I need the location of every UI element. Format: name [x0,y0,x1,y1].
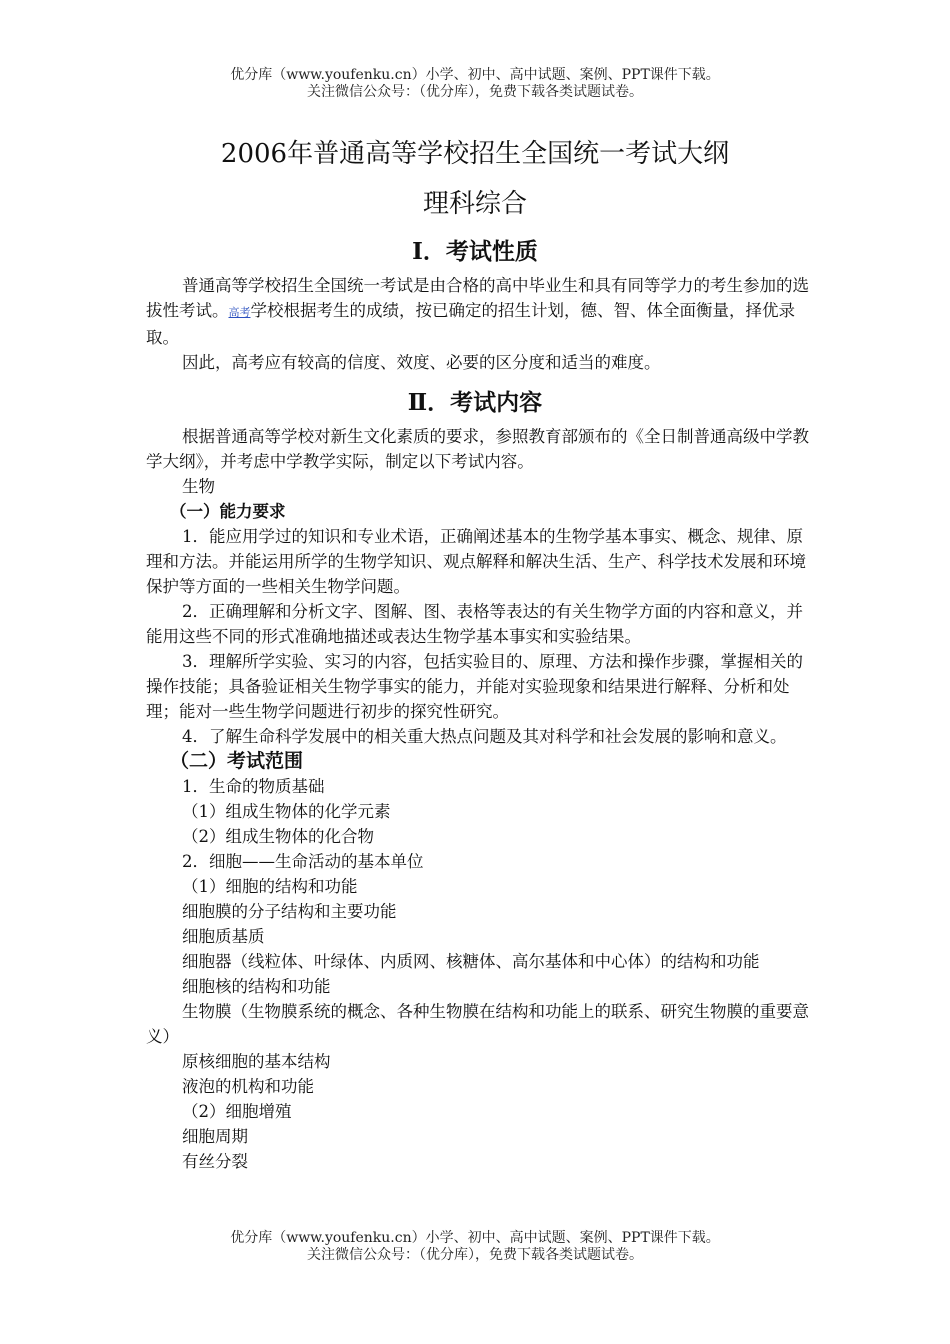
scope-item: （1）组成生物体的化学元素 [182,802,391,821]
footer-line-2: 关注微信公众号：（优分库），免费下载各类试题试卷。 [307,1247,643,1263]
scope-item: 1．生命的物质基础 [182,777,325,796]
scope-heading: （二）考试范围 [170,750,304,772]
scope-item: 细胞膜的分子结构和主要功能 [182,902,397,921]
scope-item: （1）细胞的结构和功能 [182,877,358,896]
section-1-heading: Ⅰ．考试性质 [412,238,538,265]
document-subtitle: 理科综合 [422,189,527,219]
ability-item: 3．理解所学实验、实习的内容，包括实验目的、原理、方法和操作步骤，掌握相关的操作技能；具备验证相关生物学事实的能力，并能对实验现象和结果进行解释、分析和处理；能对一些生物学问题进行初步的探究性研究。 [146,652,803,721]
paragraph-text: 学校根据考生的成绩，按已确定的招生计划，德、智、体全面衡量，择优录取。 [146,301,795,347]
scope-item: 液泡的机构和功能 [182,1077,314,1096]
subject-label: 生物 [182,477,215,496]
scope-item: 细胞核的结构和功能 [182,977,331,996]
page-header [0,67,950,101]
paragraph-quality: 因此，高考应有较高的信度、效度、必要的区分度和适当的难度。 [182,353,661,372]
ability-item: 4．了解生命科学发展中的相关重大热点问题及其对科学和社会发展的影响和意义。 [182,727,787,746]
scope-item: 细胞质基质 [182,927,265,946]
section-1-body [146,273,812,375]
header-line-1: 优分库（www.youfenku.cn）小学、初中、高中试题、案例、PPT课件下载。 [230,67,720,83]
footer-line-1: 优分库（www.youfenku.cn）小学、初中、高中试题、案例、PPT课件下载。 [230,1230,720,1246]
document-title: 2006年普通高等学校招生全国统一考试大纲 [220,139,730,169]
ability-heading: （一）能力要求 [170,502,286,521]
ability-item: 1．能应用学过的知识和专业术语，正确阐述基本的生物学基本事实、概念、规律、原理和方法。并能运用所学的生物学知识、观点解释和解决生活、生产、科学技术发展和环境保护等方面的一些相关生物学问题。 [146,527,806,596]
scope-item: （2）细胞增殖 [182,1102,292,1121]
paragraph-exam-nature [146,273,812,350]
scope-item: （2）组成生物体的化合物 [182,827,374,846]
page-footer [0,1230,950,1264]
section-2-heading: Ⅱ．考试内容 [407,389,543,416]
scope-item: 细胞器（线粒体、叶绿体、内质网、核糖体、高尔基体和中心体）的结构和功能 [182,952,760,971]
scope-item: 生物膜（生物膜系统的概念、各种生物膜在结构和功能上的联系、研究生物膜的重要意义） [146,1002,809,1046]
gaokao-link[interactable]: 高考 [228,306,251,319]
scope-item: 2．细胞——生命活动的基本单位 [182,852,424,871]
header-line-2: 关注微信公众号：（优分库），免费下载各类试题试卷。 [307,84,643,100]
paragraph-intro: 根据普通高等学校对新生文化素质的要求，参照教育部颁布的《全日制普通高级中学教学大纲》，并考虑中学教学实际，制定以下考试内容。 [146,427,809,471]
scope-item: 原核细胞的基本结构 [182,1052,331,1071]
section-2-body [146,424,812,1174]
scope-item: 细胞周期 [182,1127,248,1146]
ability-item: 2．正确理解和分析文字、图解、图、表格等表达的有关生物学方面的内容和意义，并能用这些不同的形式准确地描述或表达生物学基本事实和实验结果。 [146,602,803,646]
paragraph-text: 普通高等学校招生全国统一考试是由合格的高中毕业生和具有同等学力的考生参加的选拔性考试。 [146,276,809,320]
scope-item: 有丝分裂 [182,1152,248,1171]
